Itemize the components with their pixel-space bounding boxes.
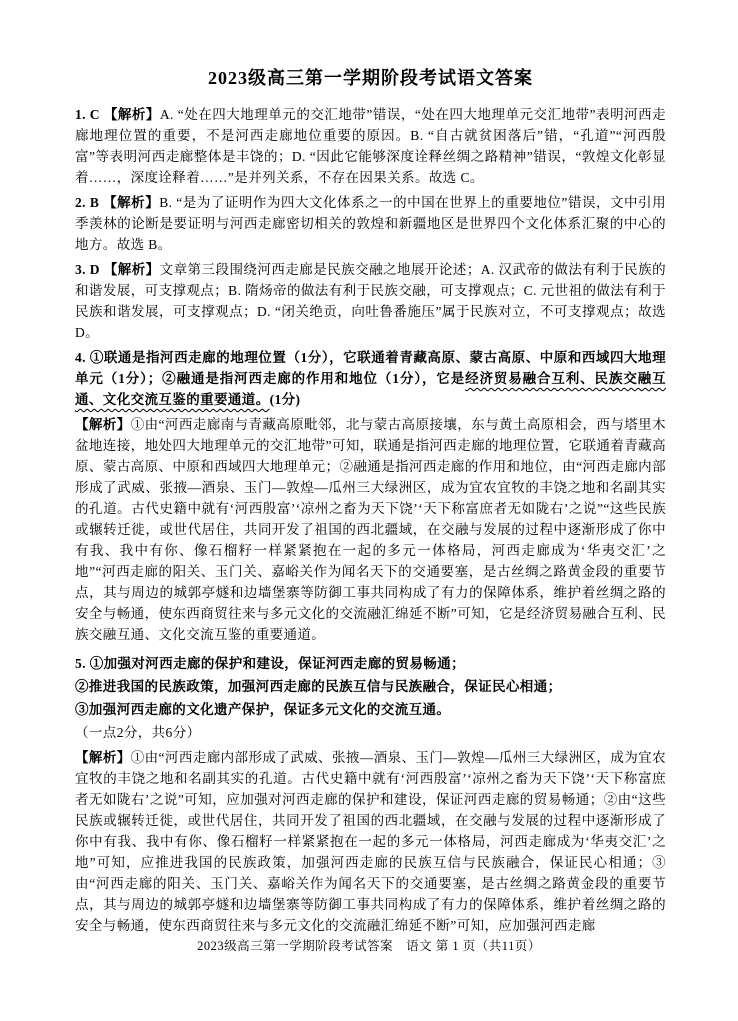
q5-answer-block (75, 653, 666, 720)
q3-answer-label: 3. D (75, 262, 104, 277)
q4-answer-text: 4. ①联通是指河西走廊的地理位置（1分），它联通着青藏高原、蒙古高原、中原和西域四大地理单元（1分）；②融通是指河西走廊的作用和地位（1分），它是 (75, 350, 666, 386)
q5-analysis-text: ①由“河西走廊内部形成了武威、张掖—酒泉、玉门—敦煌—瓜州三大绿洲区，成为宜农宜牧的丰饶之地和名副其实的孔道。古代史籍中就有‘河西殷富’‘凉州之畜为天下饶’‘天下称富庶者无如陇右’之说”可知，应加强对河西走廊的保护和建设，保证河西走廊的贸易畅通；②由“这些民族或辗转迁徙，或世代居住，共同开发了祖国的西北疆域，在交融与发展的过程中逐渐形成了你中有我、我中有你、像石榴籽一样紧紧抱在一起的多元一体格局，河西走廊成为‘华夷交汇’之地”可知，应推进我国的民族政策，加强河西走廊的民族互信与民族融合，保证民心相通；③由“河西走廊的阳关、玉门关、嘉峪关作为闻名天下的交通要塞，是古丝绸之路黄金段的重要节点，其与周边的城郭亭燧和边墙堡寨等防御工事共同构成了有力的保障体系，维护着丝绸之路的安全与畅通，使东西商贸往来与多元文化的交流融汇绵延不断”可知，应加强河西走廊 (75, 750, 666, 933)
q4-answer-paragraph (75, 347, 666, 410)
document-title: 2023级高三第一学期阶段考试语文答案 (208, 68, 533, 88)
q3-analysis-text: 文章第三段围绕河西走廊是民族交融之地展开论述；A. 汉武帝的做法有利于民族的和谐发展，可支撑观点；B. 隋炀帝的做法有利于民族交融，可支撑观点；C. 元世祖的做法有利于民族和谐发展，可支撑观点；D. “闭关绝贡，向吐鲁番施压”属于民族对立，不可支撑观点；故选 D。 (75, 262, 667, 340)
q2-answer-label: 2. B (75, 195, 104, 210)
q2-jiexi-tag: 【解析】 (103, 195, 160, 210)
q3-jiexi-tag: 【解析】 (103, 262, 160, 277)
q1-jiexi-tag: 【解析】 (103, 107, 160, 122)
q5-analysis-paragraph (75, 747, 666, 936)
q2-answer-paragraph (75, 192, 666, 255)
q4-answer-score: (1分) (269, 392, 301, 407)
q4-analysis-text: ①由“河西走廊南与青藏高原毗邻，北与蒙古高原接壤，东与黄土高原相会，西与塔里木盆地连接，地处四大地理单元的交汇地带”可知，联通是指河西走廊的地理位置，它联通着青藏高原、蒙古高原、中原和西域四大地理单元；②融通是指河西走廊的作用和地位，由“河西走廊内部形成了武威、张掖—酒泉、玉门—敦煌—瓜州三大绿洲区，成为宜农宜牧的丰饶之地和名副其实的孔道。古代史籍中就有‘河西殷富’‘凉州之畜为天下饶’‘天下称富庶者无如陇右’之说”“这些民族或辗转迁徙，或世代居住，共同开发了祖国的西北疆域，在交融与发展的过程中逐渐形成了你中有我、我中有你、像石榴籽一样紧紧抱在一起的多元一体格局，河西走廊成为‘华夷交汇’之地”“河西走廊的阳关、玉门关、嘉峪关作为闻名天下的交通要塞，是古丝绸之路黄金段的重要节点，其与周边的城郭亭燧和边墙堡寨等防御工事共同构成了有力的保障体系，维护着丝绸之路的安全与畅通，使东西商贸往来与多元文化的交流融汇绵延不断”可知，它是经济贸易融合互利、民族交融互通、文化交流互鉴的重要通道。 (75, 417, 666, 642)
q5-answer-point-2: ②推进我国的民族政策，加强河西走廊的民族互信与民族融合，保证民心相通； (75, 679, 562, 694)
q1-answer-label: 1. C (75, 107, 104, 122)
q5-answer-point-1: 5. ①加强对河西走廊的保护和建设，保证河西走廊的贸易畅通； (75, 656, 465, 671)
q4-answer-key-phrase: 经济贸易融合互利、民族交融互通、文化交流互鉴的重要通道。 (75, 371, 666, 407)
q2-analysis-text: B. “是为了证明作为四大文化体系之一的中国在世界上的重要地位”错误，文中引用季羡林的论断是要证明与河西走廊密切相关的敦煌和新疆地区是世界四个文化体系汇聚的中心的地方。故选 B。 (75, 195, 666, 252)
page-footer: 2023级高三第一学期阶段考试答案 语文 第 1 页（共11页） (197, 939, 541, 953)
q5-jiexi-tag: 【解析】 (75, 750, 131, 765)
q1-answer-paragraph (75, 104, 666, 188)
q4-analysis-paragraph (75, 414, 666, 645)
q5-score-note: （一点2分，共6分） (75, 725, 201, 740)
q4-jiexi-tag: 【解析】 (75, 417, 131, 432)
q5-answer-point-3: ③加强河西走廊的文化遗产保护，保证多元文化的交流互通。 (75, 702, 451, 717)
q1-analysis-text: A. “处在四大地理单元的交汇地带”错误，“处在四大地理单元交汇地带”表明河西走廊地理位置的重要，不是河西走廊地位重要的原因。B. “自古就贫困落后”错，“孔道”“河西殷富”等表明河西走廊整体是丰饶的；D. “因此它能够深度诠释丝绸之路精神”错误，“敦煌文化彰显着……，深度诠释着……”是并列关系，不存在因果关系。故选 C。 (75, 107, 666, 185)
q3-answer-paragraph (75, 259, 666, 343)
